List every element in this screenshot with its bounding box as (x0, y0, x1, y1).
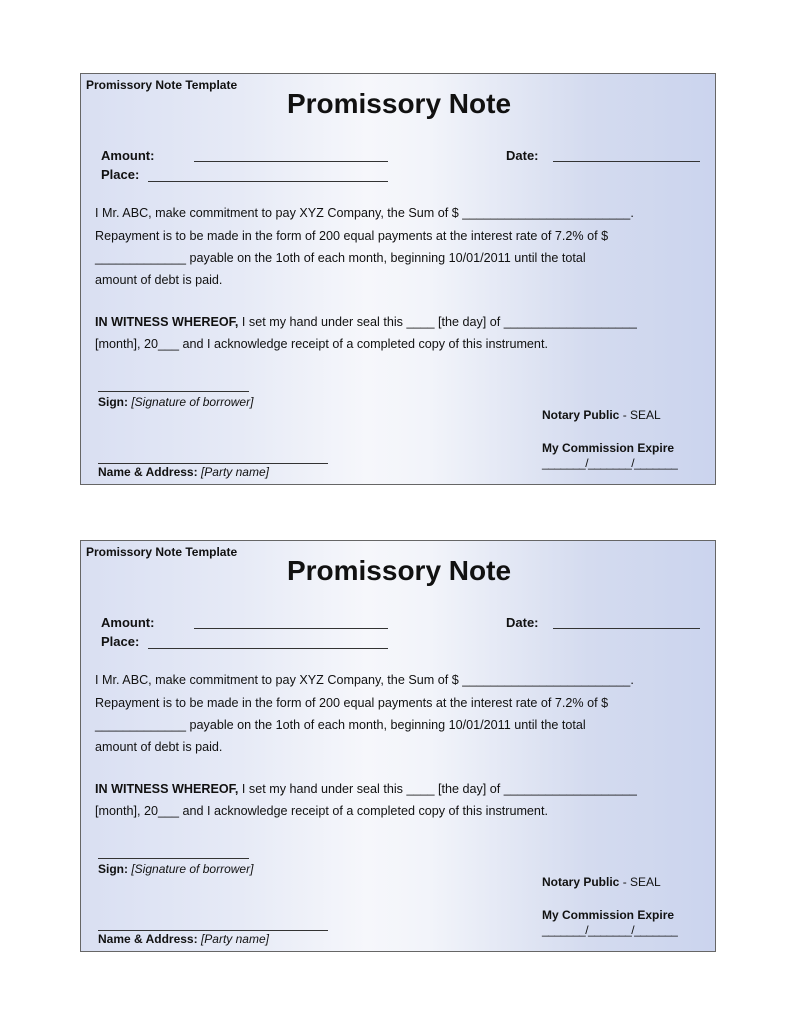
name-address-label: Name & Address: (98, 465, 198, 479)
seal-label: - SEAL (619, 875, 661, 889)
sign-caption (98, 395, 253, 409)
witness-text-line: [month], 20___ and I acknowledge receipt of a completed copy of this instrument. (95, 804, 548, 818)
note-title: Promissory Note (286, 88, 512, 119)
template-label: Promissory Note Template (86, 78, 238, 92)
name-address-field[interactable] (98, 463, 328, 464)
date-label: Date: (506, 148, 539, 163)
sign-label: Sign: (98, 862, 128, 876)
name-address-caption (98, 465, 269, 479)
signature-field[interactable] (98, 858, 249, 859)
commission-expire-label: My Commission Expire (542, 908, 675, 922)
witness-heading: IN WITNESS WHEREOF, (95, 315, 239, 329)
amount-field[interactable] (194, 628, 388, 629)
date-field[interactable] (553, 161, 700, 162)
name-address-hint: [Party name] (200, 932, 269, 946)
sign-hint: [Signature of borrower] (131, 862, 254, 876)
place-label: Place: (101, 634, 140, 649)
name-address-caption (98, 932, 269, 946)
promissory-note-card (80, 540, 716, 952)
witness-line (95, 315, 637, 329)
name-address-hint: [Party name] (200, 465, 269, 479)
place-field[interactable] (148, 648, 388, 649)
commission-date-field: _______/_______/_______ (542, 923, 678, 937)
commitment-text-line: Repayment is to be made in the form of 200 equal payments at the interest rate of 7.2% of $ (95, 696, 609, 710)
template-label: Promissory Note Template (86, 545, 238, 559)
sign-caption (98, 862, 253, 876)
notary-label: Notary Public (542, 875, 620, 889)
commitment-text-line: _____________ payable on the 1oth of each month, beginning 10/01/2011 until the total (95, 718, 586, 732)
promissory-note-card (80, 73, 716, 485)
sign-hint: [Signature of borrower] (131, 395, 254, 409)
amount-label: Amount: (101, 615, 155, 630)
commitment-text-line: amount of debt is paid. (95, 740, 223, 754)
name-address-field[interactable] (98, 930, 328, 931)
notary-seal (542, 408, 661, 422)
witness-heading: IN WITNESS WHEREOF, (95, 782, 239, 796)
witness-text-line: [month], 20___ and I acknowledge receipt of a completed copy of this instrument. (95, 337, 548, 351)
amount-label: Amount: (101, 148, 155, 163)
date-field[interactable] (553, 628, 700, 629)
witness-line (95, 782, 637, 796)
date-label: Date: (506, 615, 539, 630)
place-field[interactable] (148, 181, 388, 182)
signature-field[interactable] (98, 391, 249, 392)
note-title: Promissory Note (286, 555, 512, 586)
notary-label: Notary Public (542, 408, 620, 422)
amount-field[interactable] (194, 161, 388, 162)
witness-text: I set my hand under seal this ____ [the day] of ___________________ (238, 782, 637, 796)
commitment-text-line: _____________ payable on the 1oth of each month, beginning 10/01/2011 until the total (95, 251, 586, 265)
commitment-text-line: amount of debt is paid. (95, 273, 223, 287)
commission-expire-label: My Commission Expire (542, 441, 675, 455)
notary-seal (542, 875, 661, 889)
name-address-label: Name & Address: (98, 932, 198, 946)
commission-date-field: _______/_______/_______ (542, 456, 678, 470)
sign-label: Sign: (98, 395, 128, 409)
commitment-text-line: I Mr. ABC, make commitment to pay XYZ Company, the Sum of $ ________________________. (95, 673, 634, 687)
witness-text: I set my hand under seal this ____ [the day] of ___________________ (238, 315, 637, 329)
seal-label: - SEAL (619, 408, 661, 422)
place-label: Place: (101, 167, 140, 182)
commitment-text-line: I Mr. ABC, make commitment to pay XYZ Company, the Sum of $ ________________________. (95, 206, 634, 220)
commitment-text-line: Repayment is to be made in the form of 200 equal payments at the interest rate of 7.2% of $ (95, 229, 609, 243)
